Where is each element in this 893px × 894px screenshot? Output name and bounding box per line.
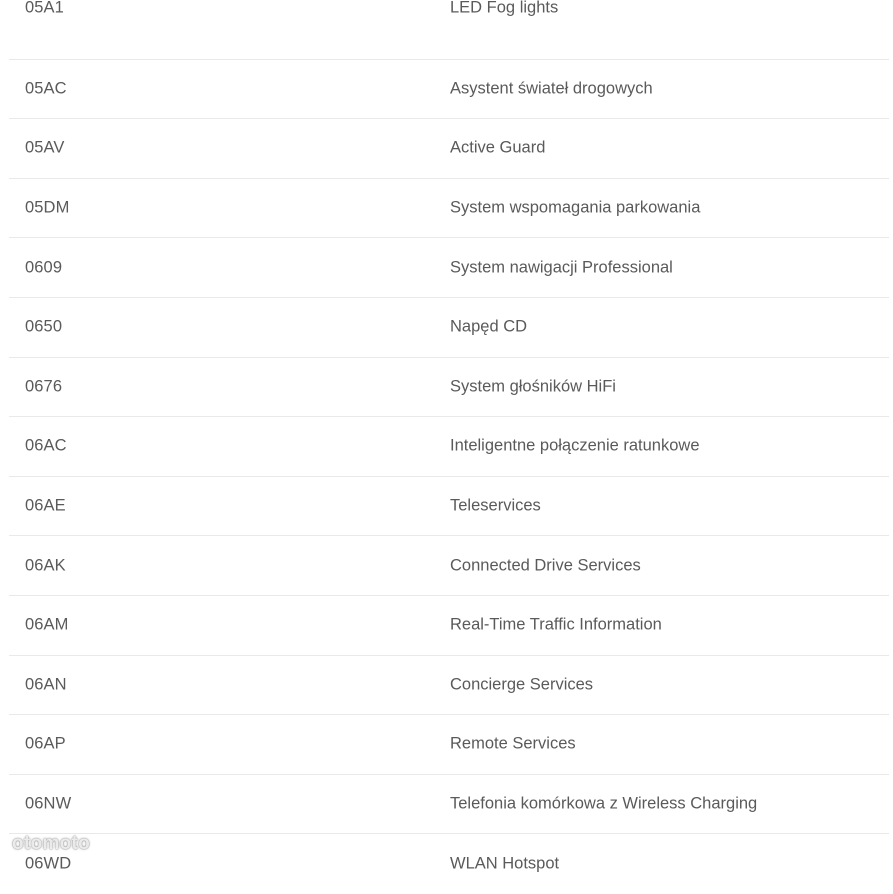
table-row <box>9 358 889 418</box>
option-code: 0609 <box>25 258 63 277</box>
watermark-logo: otomoto <box>12 833 91 854</box>
table-row <box>9 775 889 835</box>
option-code: 05A1 <box>25 0 64 17</box>
option-code: 06AK <box>25 556 66 575</box>
option-name: LED Fog lights <box>450 0 559 17</box>
equipment-options-list <box>9 0 889 894</box>
option-code: 06AP <box>25 734 66 753</box>
option-code: 0676 <box>25 377 63 396</box>
option-name: System nawigacji Professional <box>450 258 673 277</box>
option-code: 06AC <box>25 436 67 455</box>
table-row <box>9 715 889 775</box>
table-row <box>9 596 889 656</box>
option-code: 06AN <box>25 675 67 694</box>
option-code: 05AV <box>25 138 65 157</box>
option-name: Real-Time Traffic Information <box>450 615 662 634</box>
table-row <box>9 298 889 358</box>
option-name: Telefonia komórkowa z Wireless Charging <box>450 794 758 813</box>
option-name: Concierge Services <box>450 675 594 694</box>
table-row <box>9 119 889 179</box>
option-name: Remote Services <box>450 734 576 753</box>
option-name: Inteligentne połączenie ratunkowe <box>450 436 700 455</box>
option-name: WLAN Hotspot <box>450 854 560 873</box>
option-name: Asystent świateł drogowych <box>450 79 653 98</box>
table-row <box>9 417 889 477</box>
option-name: Teleservices <box>450 496 541 515</box>
option-code: 0650 <box>25 317 63 336</box>
option-code: 06AM <box>25 615 69 634</box>
option-code: 06AE <box>25 496 66 515</box>
table-row <box>9 834 889 894</box>
option-name: Connected Drive Services <box>450 556 641 575</box>
table-row <box>9 656 889 716</box>
option-code: 05AC <box>25 79 67 98</box>
option-code: 06NW <box>25 794 72 813</box>
table-row <box>9 60 889 120</box>
option-name: System wspomagania parkowania <box>450 198 701 217</box>
option-name: System głośników HiFi <box>450 377 616 396</box>
option-code: 05DM <box>25 198 70 217</box>
table-row <box>9 0 889 60</box>
option-name: Napęd CD <box>450 317 528 336</box>
table-row <box>9 238 889 298</box>
table-row <box>9 179 889 239</box>
option-code: 06WD <box>25 854 72 873</box>
table-row <box>9 477 889 537</box>
option-name: Active Guard <box>450 138 546 157</box>
table-row <box>9 536 889 596</box>
